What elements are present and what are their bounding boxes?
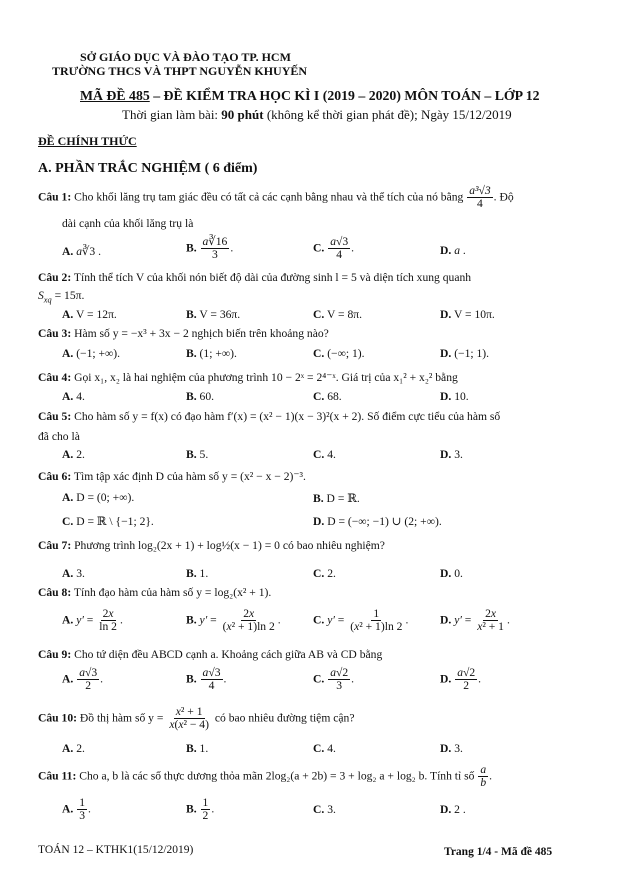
q7-option-b[interactable]: B. 1.	[186, 567, 209, 580]
q11-option-b[interactable]: B. $\frac{1}{2}$ .	[186, 796, 215, 823]
question-8: Câu 8: Tính đạo hàm của hàm số y = log₂(x² + 1).	[38, 586, 272, 599]
question-text-tail: . Độ	[493, 190, 514, 204]
q5-option-b[interactable]: B. 5.	[186, 448, 209, 461]
q2-option-b[interactable]: B. V = 36π.	[186, 308, 241, 321]
question-text: Cho khối lăng trụ tam giác đều có tất cả các cạnh bằng nhau và thể tích của nó bằng	[74, 190, 464, 204]
q10-option-c[interactable]: C. 4.	[313, 742, 336, 755]
q8-option-a[interactable]: A. y′ = $\frac{2x}{\ln 2}$ .	[62, 607, 123, 634]
question-5-line2: đã cho là	[38, 430, 80, 443]
q6-option-d[interactable]: D. D = (−∞; −1) ∪ (2; +∞).	[313, 515, 442, 528]
exam-time	[122, 107, 512, 123]
q4-option-c[interactable]: C. 68.	[313, 390, 342, 403]
question-1-line2: dài cạnh của khối lăng trụ là	[62, 217, 194, 230]
q2-option-d[interactable]: D. V = 10π.	[440, 308, 495, 321]
school-name: TRƯỜNG THCS VÀ THPT NGUYỄN KHUYẾN	[52, 64, 308, 78]
formula-fraction: $\frac{\text{x² + 1}}{\text{x(x² − 4)}}$	[169, 705, 209, 732]
q3-option-a[interactable]: A. (−1; +∞).	[62, 347, 121, 360]
q1-option-d[interactable]: D. a .	[440, 244, 466, 257]
q10-option-a[interactable]: A. 2.	[62, 742, 85, 755]
question-2-line2: $S_{xq} = 15\pi$.	[38, 289, 85, 305]
footer-left: TOÁN 12 – KTHK1(15/12/2019)	[38, 844, 194, 856]
q6-option-c[interactable]: C. D = ℝ \ {−1; 2}.	[62, 515, 154, 528]
question-text: Tính thể tích V của khối nón biết độ dài của đường sinh l = 5 và diện tích xung quanh	[73, 271, 472, 284]
q11-option-a[interactable]: A. $\frac{1}{3}$ .	[62, 796, 91, 823]
q7-option-a[interactable]: A. 3.	[62, 567, 85, 580]
q8-option-d[interactable]: D. y′ = $\frac{2x}{\text{x² + 1}}$ .	[440, 607, 510, 634]
question-4: Câu 4: Gọi x₁, x₂ là hai nghiệm của phương trình 10 − 2ˣ = 2⁴⁻ˣ. Giá trị của x₁² + x₂² bằng	[38, 371, 458, 384]
q2-option-c[interactable]: C. V = 8π.	[313, 308, 363, 321]
question-1	[38, 185, 514, 210]
q4-option-d[interactable]: D. 10.	[440, 390, 469, 403]
formula-fraction: $\frac{\text{a³√3}}{4}$	[469, 184, 491, 211]
exam-title	[80, 88, 540, 104]
q5-option-c[interactable]: C. 4.	[313, 448, 336, 461]
q5-option-d[interactable]: D. 3.	[440, 448, 463, 461]
time-prefix: Thời gian làm bài:	[122, 107, 222, 122]
official-label: ĐỀ CHÍNH THỨC	[38, 134, 137, 148]
question-10: Câu 10: Đồ thị hàm số y = $\frac{\text{x² + 1}}{\text{x(x² − 4)}}$ có bao nhiêu đường tiệm cận?	[38, 705, 355, 732]
q6-option-b[interactable]: B. D = ℝ.	[313, 492, 360, 505]
q9-option-a[interactable]: A. $\frac{a√3}{2}$ .	[62, 666, 104, 693]
question-5: Câu 5: Cho hàm số y = f(x) có đạo hàm f′(x) = (x² − 1)(x − 3)²(x + 2). Số điểm cực tiểu của hàm số	[38, 410, 501, 423]
question-2	[38, 271, 471, 284]
q6-option-a[interactable]: A. D = (0; +∞).	[62, 491, 135, 504]
time-suffix: (không kể thời gian phát đề); Ngày 15/12/2019	[263, 107, 512, 122]
q1-option-a[interactable]: A. a∛3 .	[62, 245, 101, 258]
q4-option-a[interactable]: A. 4.	[62, 390, 85, 403]
footer-right: Trang 1/4 - Mã đề 485	[444, 846, 553, 858]
exam-code: MÃ ĐỀ 485	[80, 88, 150, 103]
q4-option-b[interactable]: B. 60.	[186, 390, 215, 403]
formula-fraction: $\frac{a}{b}$	[480, 763, 487, 790]
question-label: Câu 2:	[38, 271, 72, 284]
q11-option-d[interactable]: D. 2 .	[440, 803, 466, 816]
department-name: SỞ GIÁO DỤC VÀ ĐÀO TẠO TP. HCM	[80, 50, 291, 64]
question-11: Câu 11: Cho a, b là các số thực dương thỏa mãn 2log₂(a + 2b) = 3 + log₂ a + log₂ b. Tính tỉ số $\frac{a}{b}$ .	[38, 763, 493, 790]
q11-option-c[interactable]: C. 3.	[313, 803, 336, 816]
exam-title-text: – ĐỀ KIỂM TRA HỌC KÌ I (2019 – 2020) MÔN TOÁN – LỚP 12	[149, 88, 540, 103]
q1-option-b[interactable]: B. $\frac{a∛16}{3}$ .	[186, 235, 234, 262]
q8-option-b[interactable]: B. y′ = $\frac{2x}{\text{(x² + 1)ln 2}}$ .	[186, 607, 281, 634]
q7-option-c[interactable]: C. 2.	[313, 567, 336, 580]
q7-option-d[interactable]: D. 0.	[440, 567, 463, 580]
q5-option-a[interactable]: A. 2.	[62, 448, 85, 461]
q3-option-c[interactable]: C. (−∞; 1).	[313, 347, 365, 360]
q9-option-c[interactable]: C. $\frac{a√2}{3}$ .	[313, 666, 355, 693]
q1-option-c[interactable]: C. $\frac{a√3}{4}$ .	[313, 235, 355, 262]
q9-option-b[interactable]: B. $\frac{a√3}{4}$ .	[186, 666, 227, 693]
q2-option-a[interactable]: A. V = 12π.	[62, 308, 117, 321]
question-7: Câu 7: Phương trình log₂(2x + 1) + log½(x − 1) = 0 có bao nhiêu nghiệm?	[38, 539, 385, 552]
question-3: Câu 3: Hàm số y = −x³ + 3x − 2 nghịch biến trên khoảng nào?	[38, 327, 329, 340]
question-6: Câu 6: Tìm tập xác định D của hàm số y = (x² − x − 2)⁻³.	[38, 470, 306, 483]
q10-option-d[interactable]: D. 3.	[440, 742, 463, 755]
section-title: A. PHẦN TRẮC NGHIỆM ( 6 điểm)	[38, 161, 258, 176]
question-label: Câu 1:	[38, 190, 72, 204]
q8-option-c[interactable]: C. y′ = $\frac{1}{\text{(x² + 1)ln 2}}$ .	[313, 607, 409, 634]
q9-option-d[interactable]: D. $\frac{a√2}{2}$ .	[440, 666, 482, 693]
q3-option-b[interactable]: B. (1; +∞).	[186, 347, 237, 360]
time-value: 90 phút	[221, 107, 264, 122]
question-9: Câu 9: Cho tứ diện đều ABCD cạnh a. Khoảng cách giữa AB và CD bằng	[38, 648, 383, 661]
q3-option-d[interactable]: D. (−1; 1).	[440, 347, 490, 360]
q10-option-b[interactable]: B. 1.	[186, 742, 209, 755]
